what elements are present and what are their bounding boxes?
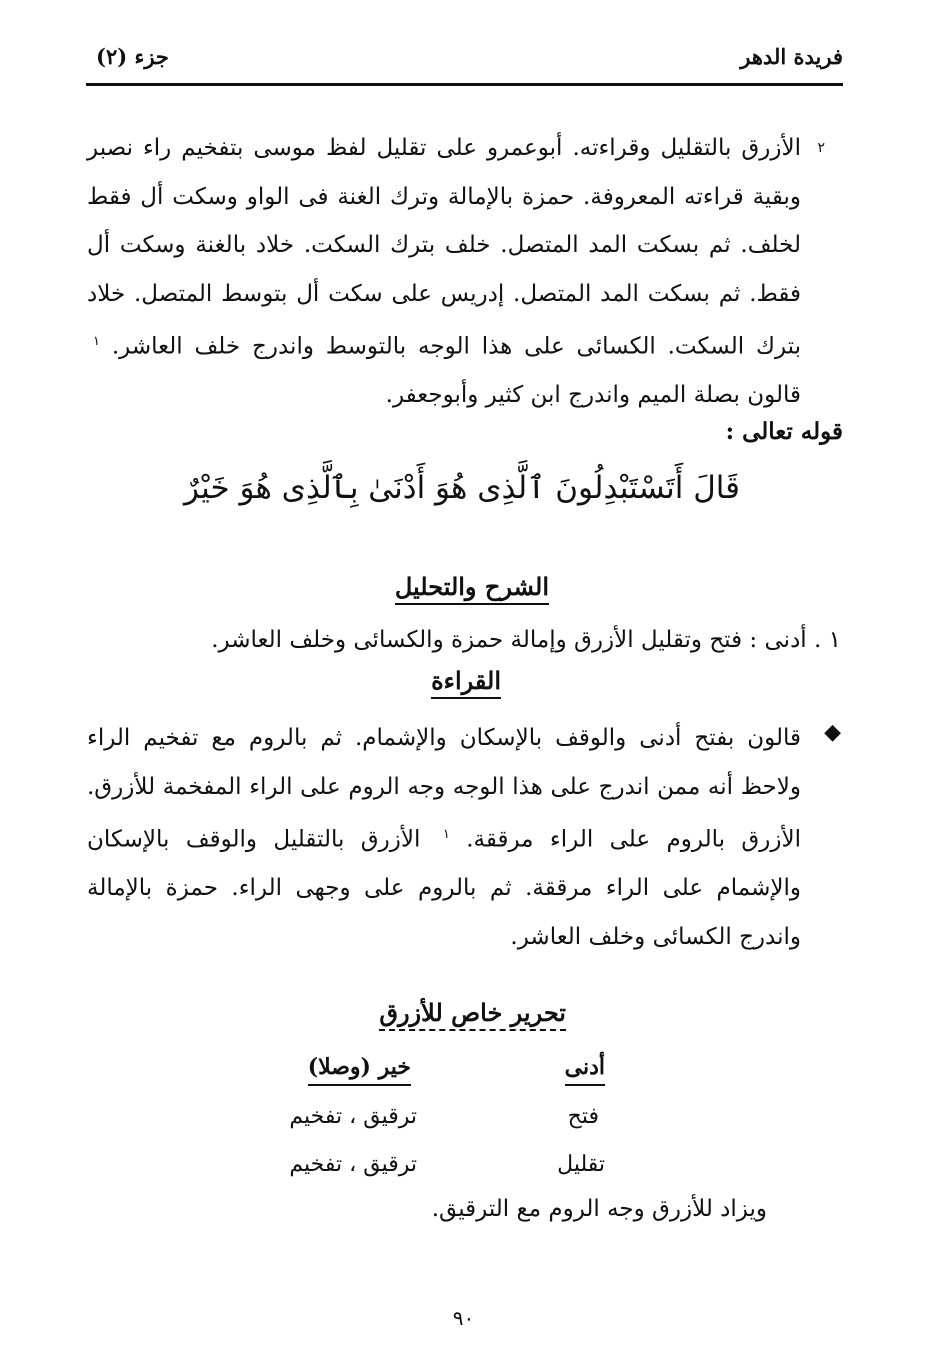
footnote-tail-text: قالون بصلة الميم واندرج ابن كثير وأبوجعفر. (385, 382, 801, 409)
diamond-bullet-icon: ◆ (824, 720, 841, 745)
page-number: ٩٠ (452, 1306, 475, 1330)
quran-verse: قَالَ أَتَسْتَبْدِلُونَ ٱلَّذِى هُوَ أَدْنَىٰ بِٱلَّذِى هُوَ خَيْرٌ (183, 470, 741, 506)
running-header-volume: جزء (٢) (96, 44, 169, 69)
verse-intro-label: قوله تعالى : (725, 418, 843, 445)
footnote-paragraph (87, 124, 825, 420)
item-adna: ١ . أدنى : فتح وتقليل الأزرق وإمالة حمزة والكسائى وخلف العاشر. (211, 627, 841, 653)
inline-footnote-marker: ١ (93, 334, 100, 349)
row2-adna: تقليل (557, 1152, 605, 1177)
qiraa-heading: القراءة (431, 666, 501, 699)
header-rule (86, 83, 843, 86)
row1-adna: فتح (567, 1104, 599, 1129)
col-khayr-header: خير (وصلا) (308, 1050, 411, 1086)
col-adna-header: أدنى (565, 1050, 605, 1086)
row1-khayr: ترقيق ، تفخيم (289, 1104, 417, 1129)
footnote-marker: ٢ (817, 140, 825, 156)
row2-khayr: ترقيق ، تفخيم (289, 1152, 417, 1177)
footnote-text: الأزرق بالتقليل وقراءته. أبوعمرو على تقليل لفظ موسى بتفخيم راء نصبر وبقية قراءته المعروفة. حمزة بالإمالة وترك الغنة فى الواو وسكت أل فقط لخلف. ثم بسكت المد المتصل. خلف بترك السكت. خلاد بالغنة وسكت أل فقط. ثم بسكت المد المتصل. إدريس على سكت أل بتوسط المتصل. خلاد بترك السكت. الكسائى على هذا الوجه بالتوسط واندرج خلف العاشر. (87, 135, 801, 360)
tahrir-title: تحرير خاص للأزرق (379, 998, 566, 1031)
reading-text-part2: الأزرق بالتقليل والوقف بالإسكان والإشمام على الراء مرققة. ثم بالروم على وجهى الراء. حمزة بالإمالة واندرج الكسائى وخلف العاشر. (87, 826, 801, 950)
tahrir-note: ويزاد للأزرق وجه الروم مع الترقيق. (431, 1196, 767, 1222)
running-header-title: فريدة الدهر (740, 44, 843, 69)
reading-text-part1: قالون بفتح أدنى والوقف بالإسكان والإشمام. ثم بالروم مع تفخيم الراء ولاحظ أنه ممن اندرج على هذا الوجه وجه الروم على الراء المفخمة للأزرق. الأزرق بالروم على الراء مرققة. (87, 725, 801, 853)
reading-footnote-marker: ١ (442, 827, 450, 842)
sharh-heading: الشرح والتحليل (395, 572, 549, 605)
reading-paragraph (87, 714, 801, 961)
